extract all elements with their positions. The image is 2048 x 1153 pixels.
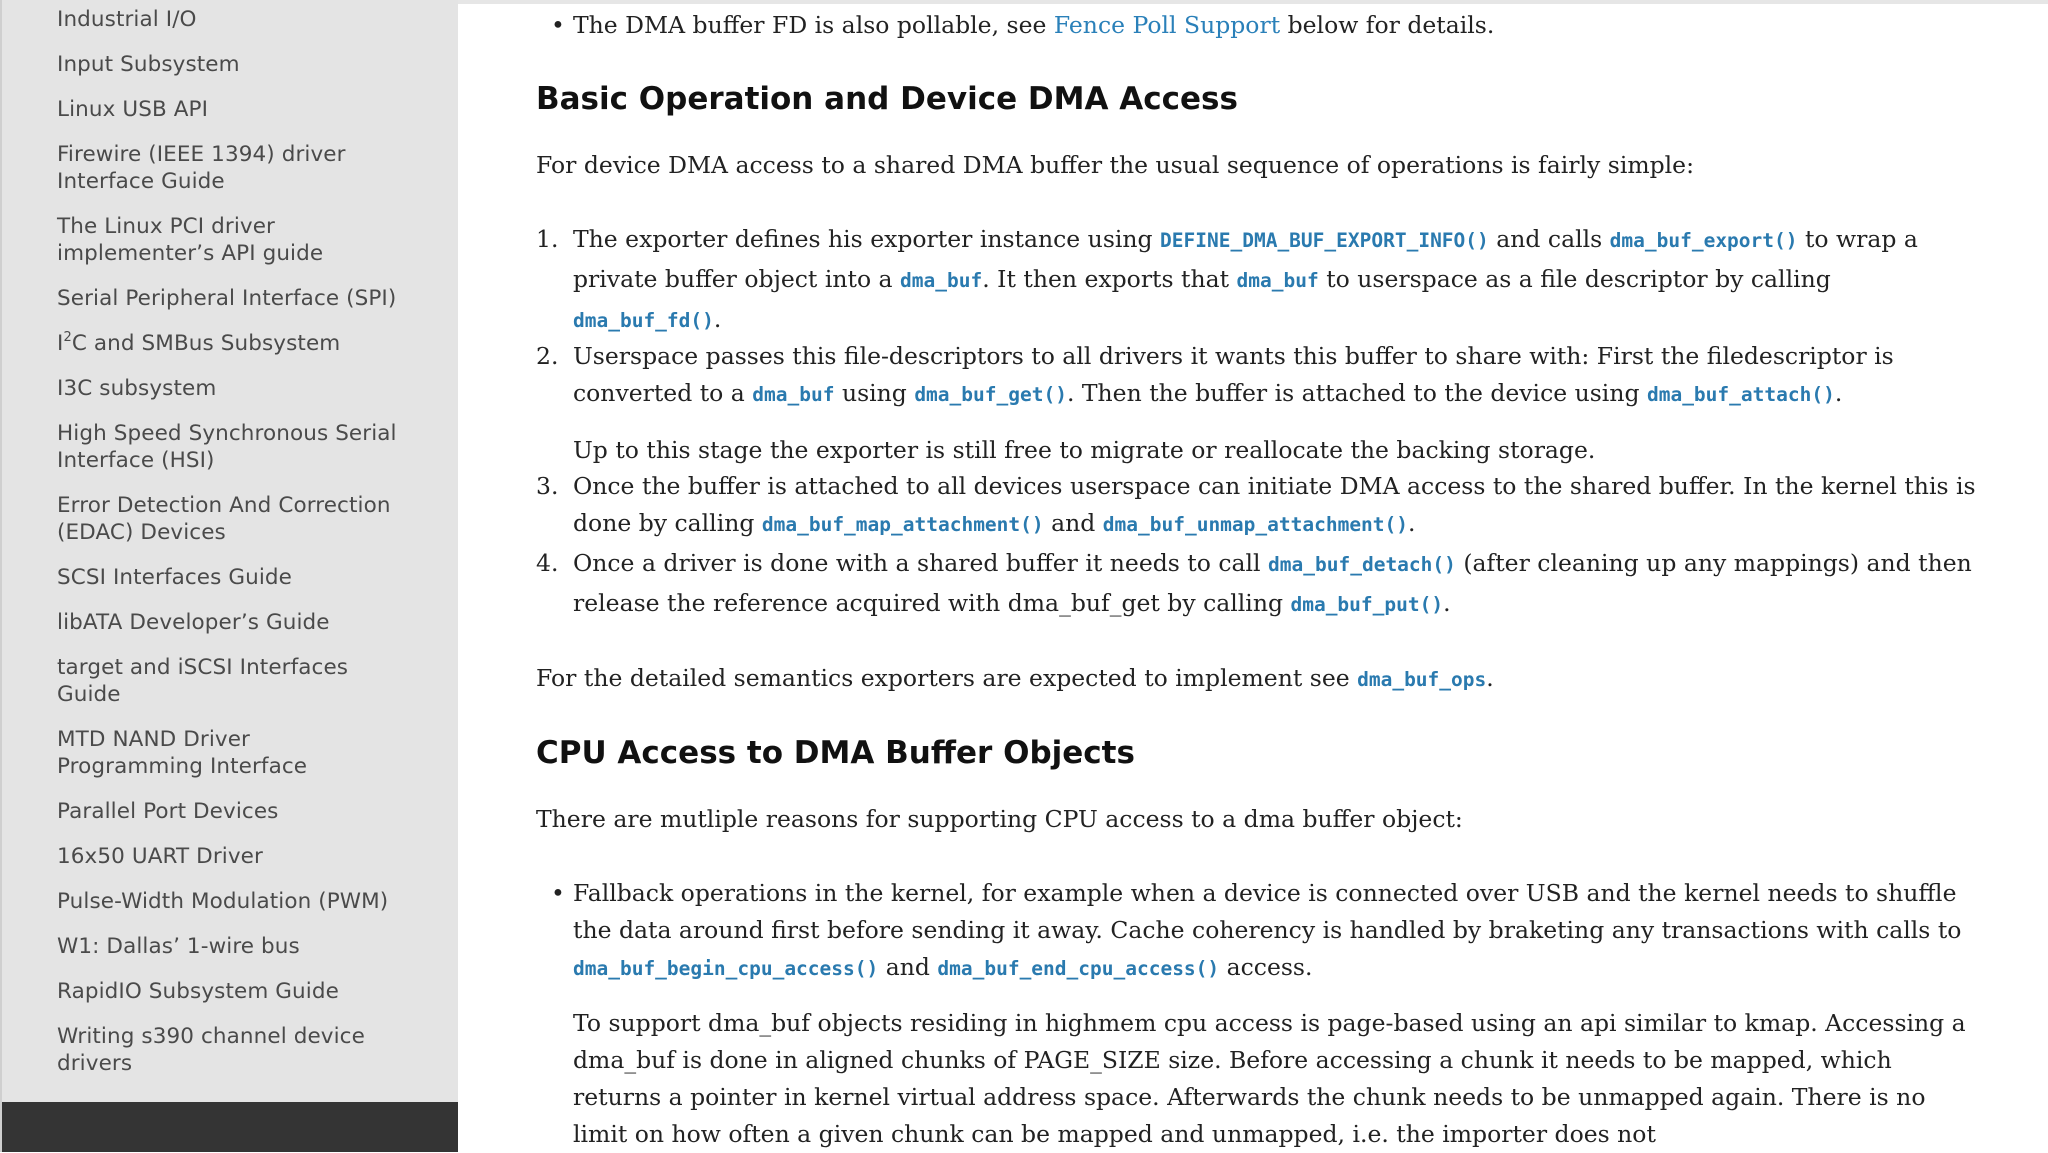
- sidebar-item-parallel-port[interactable]: Parallel Port Devices: [57, 799, 279, 824]
- dma-buf-fd-link[interactable]: dma_buf_fd(): [573, 309, 714, 332]
- bullet-mark: •: [551, 11, 565, 39]
- step-4-text-2: (after cleaning up any mappings) and then release the reference acquired with dma_buf_get by calling: [573, 549, 1972, 617]
- highmem-paragraph: To support dma_buf objects residing in highmem cpu access is page-based using an api similar to kmap. Accessing a dma_buf is done in aligned chunks of PAGE_SIZE size. Before accessing a chunk it needs to be mapped, which returns a pointer in kernel virtual address space. Afterwards the chunk needs to be unmapped again. There is no limit on how often a given chunk can be mapped and unmapped, i.e. the importer does not: [573, 1009, 1966, 1148]
- section-heading-cpu-access: CPU Access to DMA Buffer Objects: [536, 735, 1135, 771]
- step-2-note: Up to this stage the exporter is still free to migrate or reallocate the backing storage.: [573, 436, 1596, 464]
- step-1-list-item: [536, 220, 1976, 340]
- step-3-number: 3.: [536, 472, 559, 500]
- dma-buf-attach-link[interactable]: dma_buf_attach(): [1646, 383, 1835, 406]
- step-4-text-3: .: [1443, 589, 1451, 617]
- sidebar-item-rapidio[interactable]: RapidIO Subsystem Guide: [57, 979, 339, 1004]
- sidebar-item-linux-pci[interactable]: The Linux PCI driver implementer’s API guide: [57, 214, 324, 266]
- dma-buf-link[interactable]: dma_buf: [752, 383, 835, 406]
- sidebar-footer: [2, 1102, 458, 1152]
- fallback-text-3: access.: [1219, 953, 1313, 981]
- i2c-prefix: I: [57, 331, 64, 356]
- step-3-list-item: [536, 468, 1976, 543]
- semantics-text-1: For the detailed semantics exporters are expected to implement see: [536, 664, 1358, 692]
- semantics-paragraph: [536, 660, 1976, 698]
- sidebar-item-hsi[interactable]: High Speed Synchronous Serial Interface (HSI): [57, 421, 397, 473]
- sidebar-item-libata[interactable]: libATA Developer’s Guide: [57, 610, 330, 635]
- sidebar-item-pwm[interactable]: Pulse-Width Modulation (PWM): [57, 889, 389, 914]
- section-heading-basic-operation: Basic Operation and Device DMA Access: [536, 81, 1238, 117]
- sidebar-item-firewire[interactable]: Firewire (IEEE 1394) driver Interface Guide: [57, 142, 346, 194]
- sidebar-item-industrial-io[interactable]: Industrial I/O: [57, 7, 197, 32]
- fallback-list-item: [551, 875, 1993, 987]
- step-1-text-2: and calls: [1488, 225, 1610, 253]
- pollable-list-item: [551, 7, 1993, 44]
- dma-buf-detach-link[interactable]: dma_buf_detach(): [1268, 553, 1456, 576]
- step-3-text-2: and: [1043, 509, 1103, 537]
- dma-buf-put-link[interactable]: dma_buf_put(): [1290, 593, 1444, 616]
- step-2-text-2: using: [834, 379, 915, 407]
- sidebar-item-i2c-smbus[interactable]: [57, 330, 417, 357]
- step-1-text-6: .: [713, 305, 722, 333]
- pollable-text-1: The DMA buffer FD is also pollable, see: [573, 11, 1054, 39]
- dma-buf-link[interactable]: dma_buf: [900, 269, 983, 292]
- sidebar-item-mtd-nand[interactable]: MTD NAND Driver Programming Interface: [57, 727, 308, 779]
- dma-buf-link[interactable]: dma_buf: [1236, 269, 1319, 292]
- sidebar-item-i3c[interactable]: I3C subsystem: [57, 376, 217, 401]
- dma-buf-ops-link[interactable]: dma_buf_ops: [1357, 668, 1487, 691]
- section2-intro: There are mutliple reasons for supporting CPU access to a dma buffer object:: [536, 805, 1463, 833]
- fallback-text-2: and: [878, 953, 938, 981]
- step-2-text-1: Userspace passes this file-descriptors to all drivers it wants this buffer to share with: First the filedescriptor is converted to a: [573, 342, 1894, 407]
- step-1-text-5: to userspace as a file descriptor by calling: [1318, 265, 1831, 293]
- dma-buf-get-link[interactable]: dma_buf_get(): [914, 383, 1067, 406]
- fallback-text-1: Fallback operations in the kernel, for example when a device is connected over USB and the kernel needs to shuffle the data around first before sending it away. Cache coherency is handled by braketing any transactions with calls to: [573, 879, 1962, 944]
- step-4-list-item: [536, 544, 1976, 624]
- sidebar: [0, 0, 458, 1152]
- sidebar-item-spi[interactable]: Serial Peripheral Interface (SPI): [57, 286, 397, 311]
- pollable-text-2: below for details.: [1280, 11, 1495, 39]
- i2c-superscript: 2: [63, 330, 72, 345]
- sidebar-item-w1[interactable]: W1: Dallas’ 1-wire bus: [57, 934, 300, 959]
- step-1-text-3: to wrap a private buffer object into a: [573, 225, 1918, 293]
- step-4-text-1: Once a driver is done with a shared buffer it needs to call: [573, 549, 1269, 577]
- sidebar-item-target-iscsi[interactable]: target and iSCSI Interfaces Guide: [57, 655, 349, 707]
- section1-intro: For device DMA access to a shared DMA buffer the usual sequence of operations is fairly simple:: [536, 151, 1695, 179]
- step-2-list-item: [536, 338, 1976, 413]
- define-export-info-link[interactable]: DEFINE_DMA_BUF_EXPORT_INFO(): [1160, 229, 1489, 252]
- i2c-suffix: C and SMBus Subsystem: [71, 331, 341, 356]
- step-3-text-1: Once the buffer is attached to all devices userspace can initiate DMA access to the shared buffer. In the kernel this is done by calling: [573, 472, 1976, 537]
- fence-poll-support-link[interactable]: Fence Poll Support: [1053, 11, 1281, 39]
- dma-buf-unmap-attachment-link[interactable]: dma_buf_unmap_attachment(): [1102, 513, 1409, 536]
- sidebar-item-scsi[interactable]: SCSI Interfaces Guide: [57, 565, 293, 590]
- semantics-text-2: .: [1486, 664, 1494, 692]
- step-2-text-4: .: [1834, 379, 1843, 407]
- bullet-mark: •: [551, 879, 565, 907]
- step-1-text-4: . It then exports that: [982, 265, 1237, 293]
- dma-buf-begin-cpu-access-link[interactable]: dma_buf_begin_cpu_access(): [573, 957, 879, 980]
- step-1-number: 1.: [536, 225, 559, 253]
- sidebar-item-s390[interactable]: Writing s390 channel device drivers: [57, 1024, 365, 1076]
- sidebar-item-linux-usb-api[interactable]: Linux USB API: [57, 97, 209, 122]
- step-1-text-1: The exporter defines his exporter instance using: [573, 225, 1161, 253]
- step-3-text-3: .: [1408, 509, 1416, 537]
- dma-buf-end-cpu-access-link[interactable]: dma_buf_end_cpu_access(): [937, 957, 1220, 980]
- step-2-number: 2.: [536, 342, 559, 370]
- sidebar-nav-list: [57, 6, 417, 1095]
- step-4-number: 4.: [536, 549, 559, 577]
- dma-buf-map-attachment-link[interactable]: dma_buf_map_attachment(): [761, 513, 1044, 536]
- dma-buf-export-link[interactable]: dma_buf_export(): [1609, 229, 1798, 252]
- sidebar-item-input-subsystem[interactable]: Input Subsystem: [57, 52, 240, 77]
- sidebar-item-uart[interactable]: 16x50 UART Driver: [57, 844, 263, 869]
- sidebar-item-edac[interactable]: Error Detection And Correction (EDAC) Devices: [57, 493, 391, 545]
- step-2-text-3: . Then the buffer is attached to the device using: [1066, 379, 1647, 407]
